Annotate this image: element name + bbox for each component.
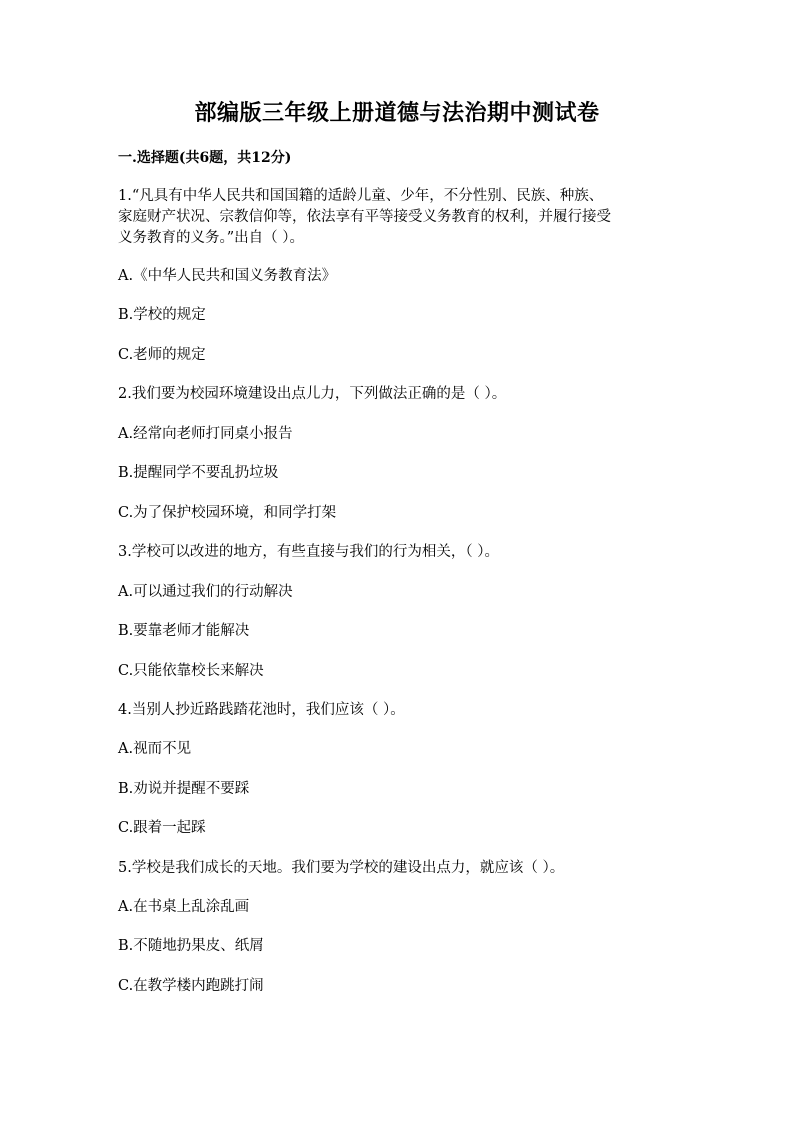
question-1-stem-line-2: 家庭财产状况、宗教信仰等，依法享有平等接受义务教育的权利，并履行接受 [118, 209, 611, 225]
question-1-option-a: A.《中华人民共和国义务教育法》 [118, 268, 337, 284]
question-3-option-a: A.可以通过我们的行动解决 [118, 584, 293, 600]
question-1-stem-line-3: 义务教育的义务。”出自（ ）。 [118, 230, 305, 246]
question-4-stem: 4.当别人抄近路践踏花池时，我们应该（ ）。 [118, 702, 405, 718]
question-2-option-c: C.为了保护校园环境，和同学打架 [118, 505, 337, 521]
question-3-option-b: B.要靠老师才能解决 [118, 623, 250, 639]
question-1-option-c: C.老师的规定 [118, 347, 206, 363]
question-1-stem-line-1: 1.“凡具有中华人民共和国国籍的适龄儿童、少年，不分性别、民族、种族、 [118, 188, 604, 204]
question-2-stem: 2.我们要为校园环境建设出点儿力，下列做法正确的是（ ）。 [118, 386, 507, 402]
question-5-option-a: A.在书桌上乱涂乱画 [118, 899, 250, 915]
question-2-option-b: B.提醒同学不要乱扔垃圾 [118, 465, 279, 481]
section-heading: 一.选择题(共6题，共12分) [118, 150, 292, 166]
question-4-option-a: A.视而不见 [118, 741, 192, 757]
question-4-option-b: B.劝说并提醒不要踩 [118, 781, 250, 797]
question-5-stem: 5.学校是我们成长的天地。我们要为学校的建设出点力，就应该（ ）。 [118, 860, 565, 876]
question-4-option-c: C.跟着一起踩 [118, 820, 206, 836]
question-2-option-a: A.经常向老师打同桌小报告 [118, 426, 293, 442]
question-5-option-b: B.不随地扔果皮、纸屑 [118, 938, 264, 954]
question-1-option-b: B.学校的规定 [118, 307, 206, 323]
question-5-option-c: C.在教学楼内跑跳打闹 [118, 978, 264, 994]
question-3-option-c: C.只能依靠校长来解决 [118, 663, 264, 679]
question-3-stem: 3.学校可以改进的地方，有些直接与我们的行为相关，（ ）。 [118, 544, 499, 560]
exam-title: 部编版三年级上册道德与法治期中测试卷 [194, 101, 600, 126]
